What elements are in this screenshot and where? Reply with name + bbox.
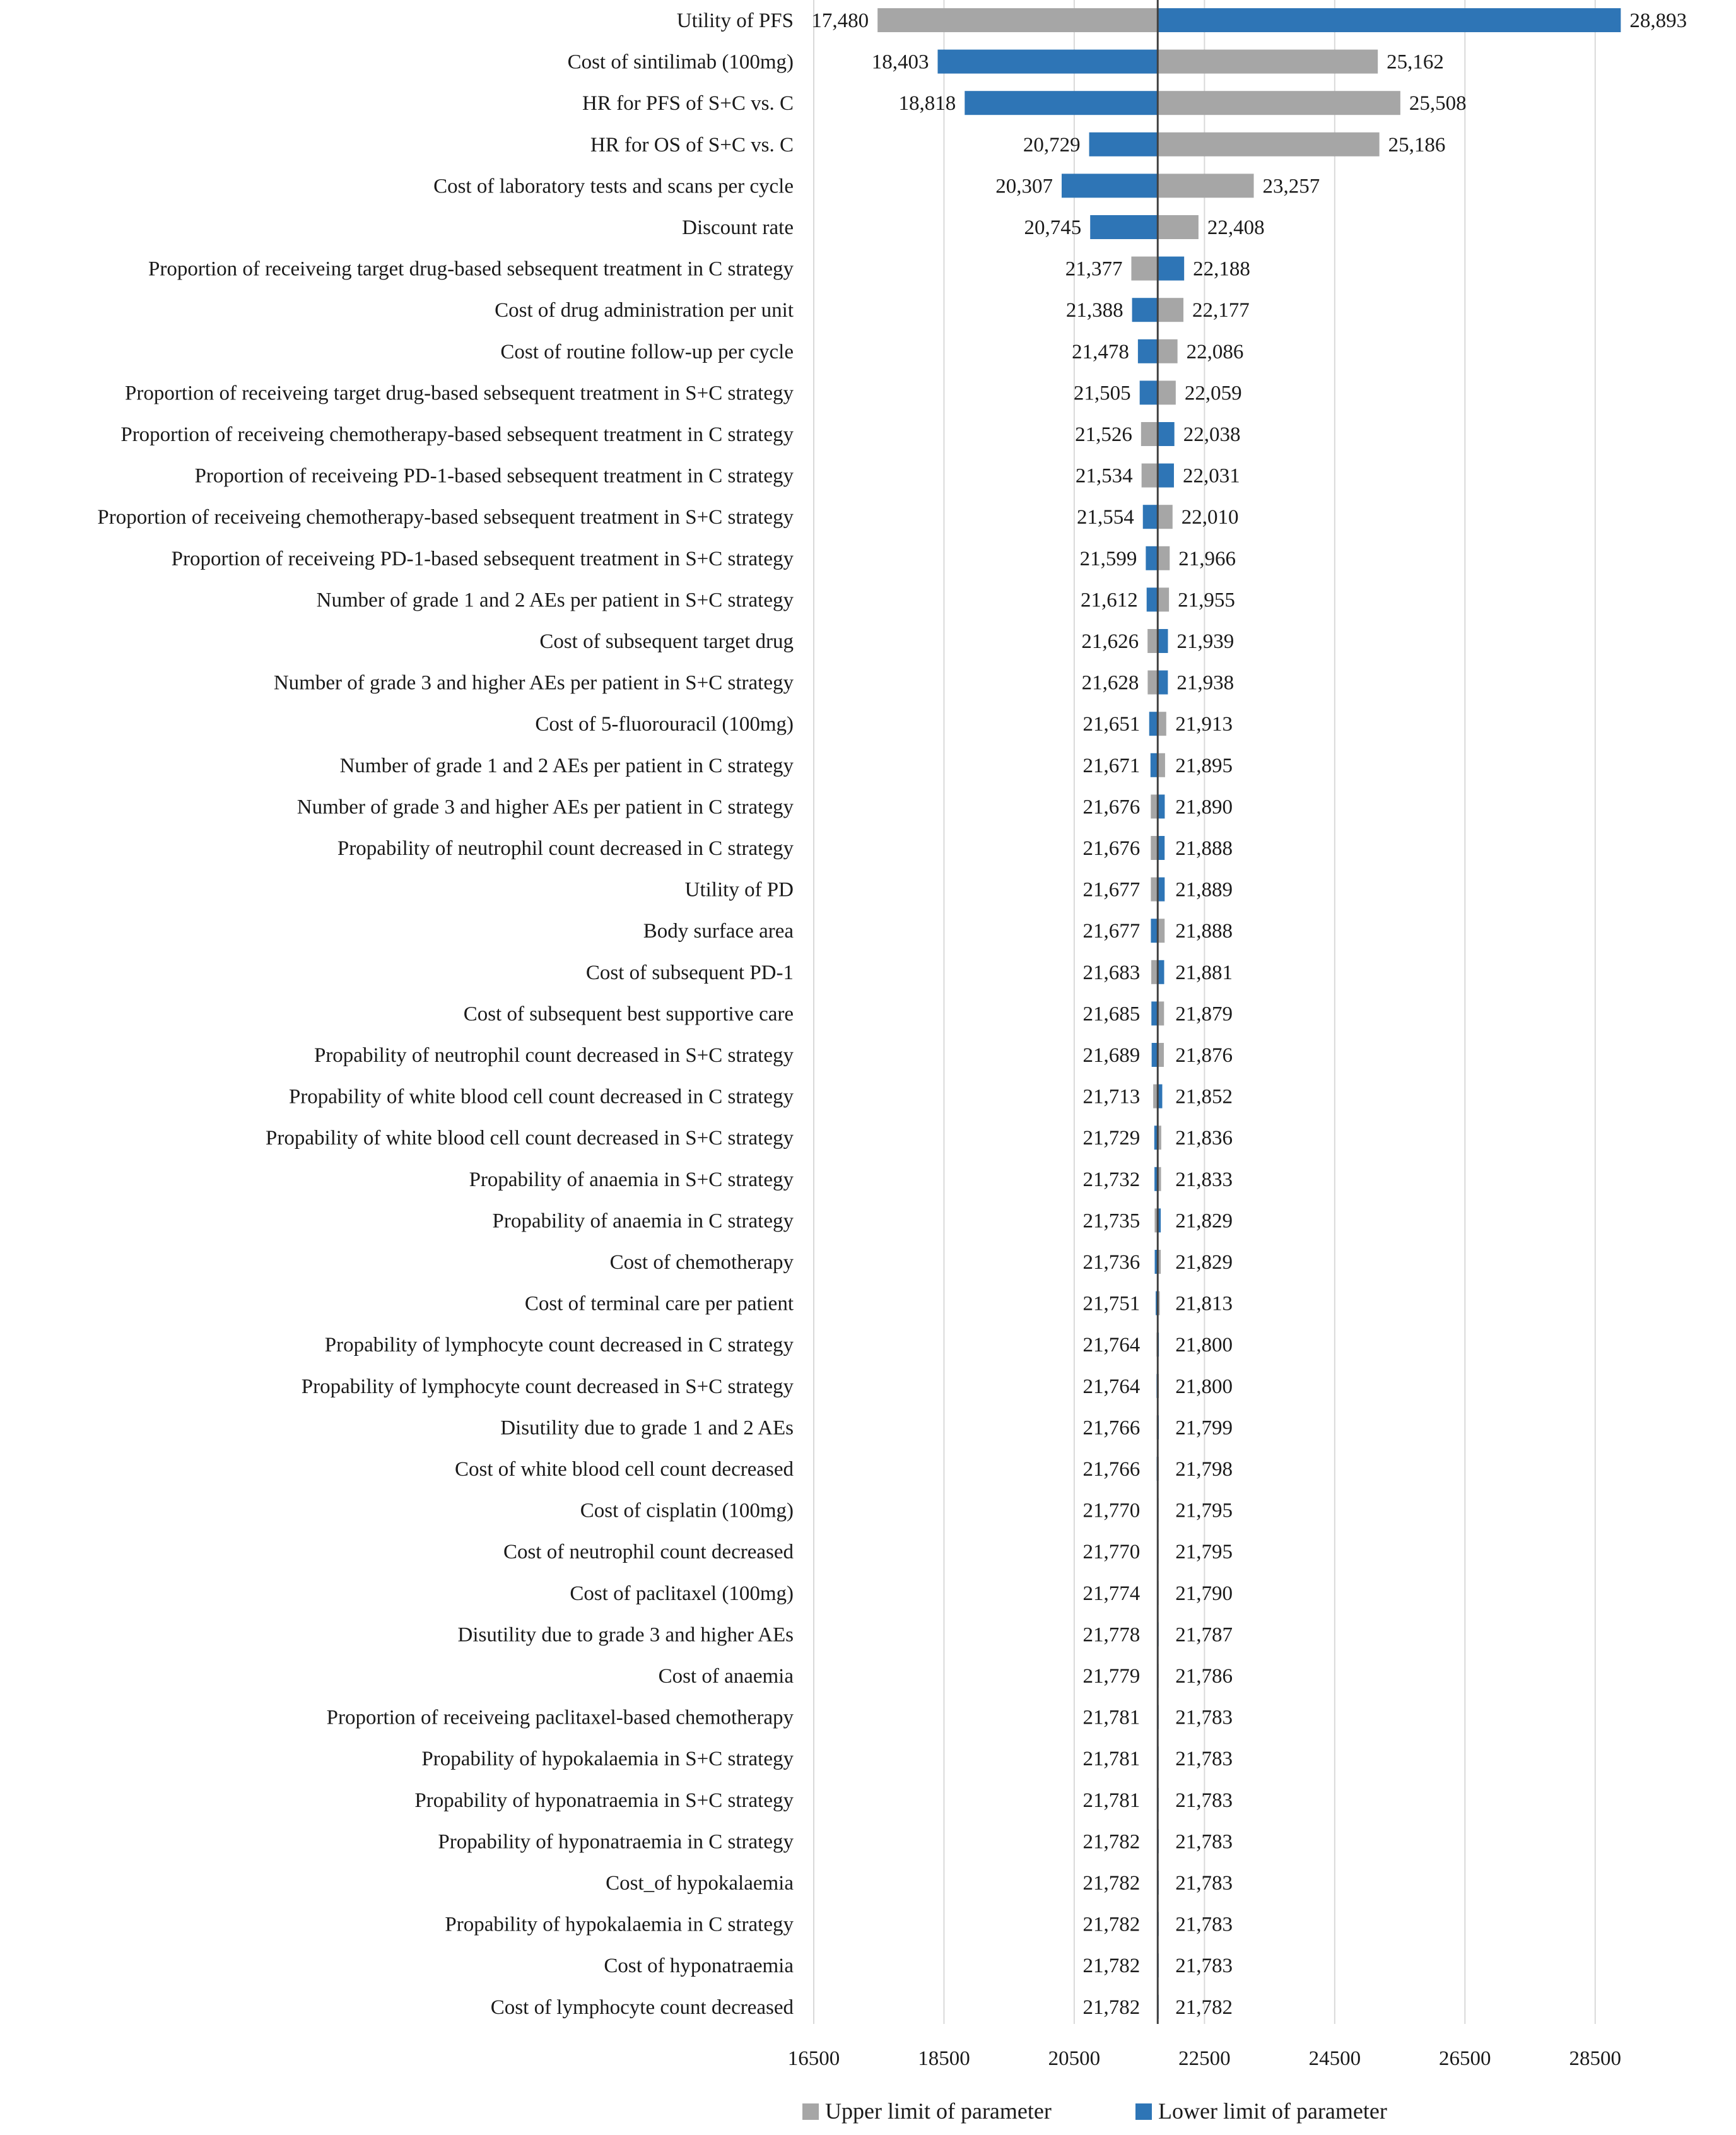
value-label-right: 23,257: [1262, 175, 1320, 198]
bar-lower-limit: [1132, 298, 1158, 322]
bar-lower-limit: [1158, 960, 1164, 984]
category-label: Number of grade 3 and higher AEs per patient in S+C strategy: [273, 671, 794, 695]
bar-upper-limit: [1147, 671, 1158, 695]
bar-upper-limit: [1158, 50, 1378, 74]
bar-upper-limit: [1158, 132, 1379, 156]
value-label-left: 18,818: [898, 92, 956, 115]
value-label-left: 21,388: [1065, 299, 1123, 322]
category-label: Cost of chemotherapy: [609, 1251, 794, 1274]
value-label-left: 21,735: [1082, 1209, 1141, 1233]
legend-label-upper: Upper limit of parameter: [825, 2098, 1052, 2124]
value-label-left: 20,745: [1024, 216, 1082, 239]
value-label-right: 21,895: [1175, 754, 1233, 777]
category-label: Cost of subsequent PD-1: [585, 961, 794, 984]
value-label-left: 21,766: [1082, 1416, 1141, 1440]
x-tick-label: 22500: [1178, 2047, 1231, 2070]
bar-upper-limit: [1158, 505, 1173, 529]
value-label-left: 21,751: [1082, 1292, 1141, 1315]
category-label: Cost of white blood cell count decreased: [454, 1458, 794, 1481]
value-label-left: 21,505: [1073, 382, 1131, 405]
category-label: Cost of paclitaxel (100mg): [570, 1582, 794, 1605]
value-label-right: 21,888: [1175, 920, 1233, 943]
category-label: Propability of hypokalaemia in C strategy: [445, 1913, 794, 1936]
value-label-right: 22,188: [1193, 257, 1250, 281]
value-label-right: 22,177: [1192, 299, 1250, 322]
category-label: Cost of hyponatraemia: [604, 1955, 794, 1978]
bar-lower-limit: [1158, 422, 1174, 446]
bar-lower-limit: [1090, 215, 1158, 239]
value-label-left: 21,685: [1082, 1003, 1141, 1026]
value-label-right: 21,939: [1176, 630, 1235, 653]
value-label-right: 21,795: [1175, 1499, 1233, 1522]
value-label-right: 21,938: [1176, 671, 1235, 695]
value-label-left: 21,377: [1065, 257, 1123, 281]
value-label-left: 21,764: [1082, 1375, 1141, 1398]
value-label-left: 21,729: [1082, 1127, 1141, 1150]
category-label: Cost of drug administration per unit: [495, 299, 794, 322]
value-label-left: 21,677: [1082, 920, 1141, 943]
bar-lower-limit: [1158, 794, 1164, 818]
value-label-left: 21,774: [1082, 1582, 1141, 1605]
bar-upper-limit: [1151, 794, 1158, 818]
value-label-right: 21,955: [1178, 589, 1235, 612]
value-label-right: 22,408: [1207, 216, 1265, 239]
bar-lower-limit: [1158, 836, 1164, 860]
x-tick-label: 24500: [1308, 2047, 1361, 2070]
bar-lower-limit: [1138, 339, 1158, 363]
value-label-left: 21,770: [1082, 1541, 1141, 1564]
bar-lower-limit: [1158, 464, 1174, 488]
category-label: Disutility due to grade 3 and higher AEs: [457, 1623, 794, 1647]
bar-lower-limit: [965, 91, 1158, 115]
x-tick-label: 26500: [1439, 2047, 1491, 2070]
value-label-right: 21,786: [1175, 1665, 1233, 1688]
category-label: Utility of PD: [684, 878, 794, 902]
bar-lower-limit: [1146, 546, 1158, 570]
category-label: Cost of sintilimab (100mg): [567, 50, 794, 74]
value-label-right: 25,186: [1388, 133, 1446, 156]
value-label-left: 21,676: [1082, 796, 1141, 819]
value-label-right: 21,966: [1178, 547, 1236, 570]
x-tick-label: 16500: [787, 2047, 840, 2070]
bar-upper-limit: [1147, 629, 1158, 653]
bar-lower-limit: [1151, 1001, 1158, 1025]
bar-upper-limit: [1158, 546, 1170, 570]
category-label: Cost of anaemia: [658, 1665, 794, 1688]
bar-upper-limit: [877, 8, 1158, 32]
value-label-left: 21,782: [1082, 1872, 1141, 1895]
value-label-right: 21,798: [1175, 1458, 1233, 1481]
value-label-left: 21,671: [1082, 754, 1141, 777]
bar-upper-limit: [1142, 464, 1158, 488]
bar-upper-limit: [1158, 91, 1400, 115]
category-label: Propability of lymphocyte count decreased in S+C strategy: [301, 1375, 794, 1398]
value-label-right: 22,010: [1181, 506, 1239, 529]
value-label-left: 21,676: [1082, 837, 1141, 860]
value-label-right: 21,782: [1175, 1996, 1233, 2019]
value-label-right: 25,508: [1409, 92, 1467, 115]
value-label-right: 21,783: [1175, 1872, 1233, 1895]
category-label: Proportion of receiveing chemotherapy-based sebsequent treatment in C strategy: [120, 423, 794, 446]
bar-lower-limit: [1149, 712, 1158, 736]
category-label: Propability of white blood cell count decreased in C strategy: [288, 1085, 794, 1109]
legend-swatch-lower: [1135, 2103, 1152, 2120]
category-label: Proportion of receiveing target drug-based sebsequent treatment in C strategy: [148, 257, 794, 281]
category-label: Propability of neutrophil count decreased in S+C strategy: [314, 1044, 794, 1067]
category-label: Cost of cisplatin (100mg): [580, 1499, 794, 1522]
value-label-left: 21,782: [1082, 1913, 1141, 1936]
x-tick-label: 18500: [918, 2047, 970, 2070]
bar-upper-limit: [1158, 753, 1165, 777]
bar-lower-limit: [1140, 380, 1158, 404]
bar-lower-limit: [1147, 587, 1158, 611]
value-label-left: 20,729: [1023, 133, 1081, 156]
value-label-right: 21,879: [1175, 1003, 1233, 1026]
value-label-right: 22,086: [1186, 340, 1244, 363]
bar-lower-limit: [1151, 753, 1158, 777]
value-label-right: 21,783: [1175, 1789, 1233, 1812]
bar-upper-limit: [1141, 422, 1158, 446]
value-label-left: 21,778: [1082, 1623, 1141, 1647]
category-label: Cost of subsequent target drug: [539, 630, 794, 653]
value-label-right: 21,790: [1175, 1582, 1233, 1605]
bar-lower-limit: [937, 50, 1158, 74]
category-label: Proportion of receiveing target drug-based sebsequent treatment in S+C strategy: [125, 382, 794, 405]
category-label: Number of grade 1 and 2 AEs per patient in C strategy: [339, 754, 794, 777]
bar-lower-limit: [1158, 257, 1184, 281]
value-label-left: 21,713: [1082, 1085, 1141, 1109]
value-label-right: 21,813: [1175, 1292, 1233, 1315]
value-label-left: 21,782: [1082, 1996, 1141, 2019]
legend-label-lower: Lower limit of parameter: [1158, 2098, 1387, 2124]
category-label: Number of grade 3 and higher AEs per patient in C strategy: [296, 796, 794, 819]
x-axis-tick-labels: [788, 2047, 1621, 2070]
category-label: Propability of neutrophil count decreased in C strategy: [337, 837, 794, 860]
bar-lower-limit: [1158, 629, 1168, 653]
category-label: HR for PFS of S+C vs. C: [582, 92, 794, 115]
category-label: Propability of anaemia in S+C strategy: [469, 1168, 794, 1191]
legend: [802, 2098, 1387, 2124]
category-label: Propability of anaemia in C strategy: [492, 1209, 794, 1233]
value-label-right: 25,162: [1387, 50, 1444, 74]
category-label: Cost of neutrophil count decreased: [503, 1541, 794, 1564]
value-label-left: 21,732: [1082, 1168, 1141, 1191]
category-label: Propability of hyponatraemia in S+C strategy: [414, 1789, 794, 1812]
value-label-left: 17,480: [811, 9, 869, 32]
value-label-right: 21,829: [1175, 1209, 1233, 1233]
value-label-right: 21,888: [1175, 837, 1233, 860]
category-label: Proportion of receiveing PD-1-based sebsequent treatment in S+C strategy: [171, 547, 794, 570]
value-label-left: 21,766: [1082, 1458, 1141, 1481]
bar-upper-limit: [1158, 380, 1176, 404]
bar-lower-limit: [1089, 132, 1158, 156]
value-label-left: 18,403: [871, 50, 929, 74]
value-label-left: 21,677: [1082, 878, 1141, 902]
category-label: Propability of hyponatraemia in C strategy: [438, 1830, 794, 1854]
value-label-right: 22,038: [1183, 423, 1241, 446]
x-tick-label: 28500: [1569, 2047, 1622, 2070]
value-label-right: 21,829: [1175, 1251, 1233, 1274]
value-label-left: 21,651: [1082, 713, 1141, 736]
bar-lower-limit: [1158, 8, 1621, 32]
value-label-left: 20,307: [995, 175, 1053, 198]
legend-swatch-upper: [802, 2103, 819, 2120]
value-label-right: 21,889: [1175, 878, 1233, 902]
value-label-right: 28,893: [1629, 9, 1687, 32]
value-label-right: 21,836: [1175, 1127, 1233, 1150]
category-label: Cost_of hypokalaemia: [606, 1872, 794, 1895]
bar-upper-limit: [1151, 878, 1158, 902]
value-label-left: 21,779: [1082, 1665, 1141, 1688]
bar-upper-limit: [1158, 1001, 1164, 1025]
value-label-left: 21,683: [1082, 961, 1141, 984]
value-label-left: 21,628: [1081, 671, 1139, 695]
value-label-left: 21,599: [1079, 547, 1137, 570]
category-label: Discount rate: [682, 216, 794, 239]
value-label-right: 21,783: [1175, 1955, 1233, 1978]
category-label: Propability of hypokalaemia in S+C strategy: [421, 1748, 794, 1771]
category-label: HR for OS of S+C vs. C: [590, 133, 794, 156]
category-label: Cost of routine follow-up per cycle: [500, 340, 794, 363]
value-label-right: 21,783: [1175, 1830, 1233, 1854]
category-labels: [97, 9, 794, 2019]
bar-lower-limit: [1158, 671, 1168, 695]
bar-upper-limit: [1158, 339, 1177, 363]
value-label-right: 21,795: [1175, 1541, 1233, 1564]
value-label-left: 21,781: [1082, 1748, 1141, 1771]
bar-lower-limit: [1158, 878, 1164, 902]
value-label-left: 21,626: [1081, 630, 1139, 653]
category-label: Cost of lymphocyte count decreased: [490, 1996, 794, 2019]
value-label-right: 21,799: [1175, 1416, 1233, 1440]
category-label: Disutility due to grade 1 and 2 AEs: [500, 1416, 794, 1440]
value-label-right: 21,852: [1175, 1085, 1233, 1109]
bar-upper-limit: [1158, 174, 1253, 197]
value-label-right: 21,913: [1175, 713, 1233, 736]
value-label-right: 21,876: [1175, 1044, 1233, 1067]
value-label-left: 21,534: [1075, 464, 1133, 488]
value-label-left: 21,689: [1082, 1044, 1141, 1067]
bar-upper-limit: [1158, 298, 1183, 322]
value-label-left: 21,554: [1076, 506, 1134, 529]
category-label: Proportion of receiveing PD-1-based sebsequent treatment in C strategy: [194, 464, 794, 488]
value-label-right: 21,890: [1175, 796, 1233, 819]
value-label-left: 21,781: [1082, 1789, 1141, 1812]
category-label: Number of grade 1 and 2 AEs per patient in S+C strategy: [316, 589, 794, 612]
value-labels: [811, 9, 1687, 2019]
bar-lower-limit: [1151, 919, 1158, 943]
value-label-right: 21,783: [1175, 1706, 1233, 1729]
value-label-left: 21,612: [1080, 589, 1138, 612]
category-label: Cost of terminal care per patient: [524, 1292, 794, 1315]
value-label-left: 21,770: [1082, 1499, 1141, 1522]
category-label: Body surface area: [643, 920, 794, 943]
value-label-right: 22,059: [1184, 382, 1242, 405]
bar-upper-limit: [1158, 919, 1164, 943]
value-label-left: 21,782: [1082, 1955, 1141, 1978]
value-label-left: 21,782: [1082, 1830, 1141, 1854]
bar-upper-limit: [1158, 215, 1199, 239]
bar-upper-limit: [1158, 587, 1169, 611]
value-label-right: 21,833: [1175, 1168, 1233, 1191]
value-label-right: 21,787: [1175, 1623, 1233, 1647]
category-label: Propability of lymphocyte count decreased in C strategy: [324, 1334, 794, 1357]
value-label-left: 21,764: [1082, 1334, 1141, 1357]
category-label: Cost of 5-fluorouracil (100mg): [535, 713, 794, 736]
value-label-left: 21,736: [1082, 1251, 1141, 1274]
value-label-right: 21,800: [1175, 1334, 1233, 1357]
value-label-right: 21,881: [1175, 961, 1233, 984]
value-label-right: 21,783: [1175, 1748, 1233, 1771]
category-label: Propability of white blood cell count decreased in S+C strategy: [265, 1127, 794, 1150]
category-label: Proportion of receiveing chemotherapy-based sebsequent treatment in S+C strategy: [97, 506, 794, 529]
category-label: Cost of laboratory tests and scans per cycle: [433, 175, 794, 198]
category-label: Proportion of receiveing paclitaxel-based chemotherapy: [326, 1706, 794, 1729]
value-label-left: 21,781: [1082, 1706, 1141, 1729]
bar-lower-limit: [1143, 505, 1158, 529]
value-label-right: 21,783: [1175, 1913, 1233, 1936]
value-label-left: 21,526: [1075, 423, 1132, 446]
value-label-right: 22,031: [1182, 464, 1240, 488]
bar-upper-limit: [1158, 712, 1166, 736]
bar-upper-limit: [1151, 960, 1158, 984]
value-label-left: 21,478: [1072, 340, 1129, 363]
bar-upper-limit: [1151, 836, 1158, 860]
x-tick-label: 20500: [1048, 2047, 1101, 2070]
category-label: Utility of PFS: [676, 9, 794, 32]
bar-upper-limit: [1131, 257, 1158, 281]
bar-lower-limit: [1062, 174, 1158, 197]
value-label-right: 21,800: [1175, 1375, 1233, 1398]
category-label: Cost of subsequent best supportive care: [463, 1003, 794, 1026]
